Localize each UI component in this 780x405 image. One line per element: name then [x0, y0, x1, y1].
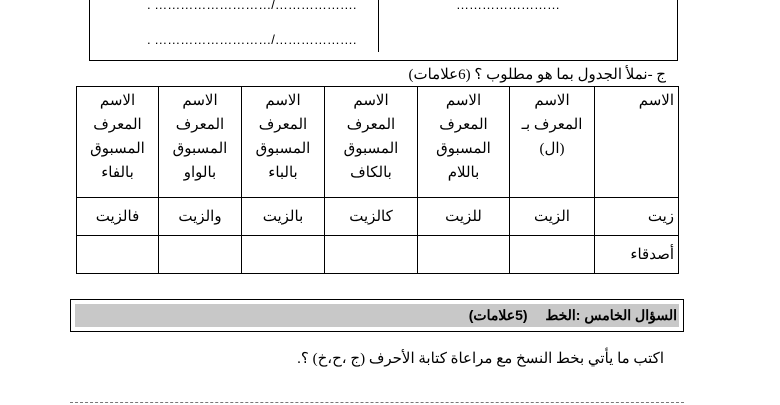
dotted-answer-line: …………………… — [456, 0, 560, 12]
header-line: بالكاف — [350, 165, 392, 181]
header-line: الاسم — [445, 93, 482, 109]
question-five-marks: (5علامات) — [468, 307, 528, 323]
answer-cell[interactable] — [77, 236, 159, 274]
header-line: المعرف — [258, 117, 308, 133]
header-line: باللام — [447, 165, 480, 181]
header-cell — [595, 87, 679, 198]
header-line: المعرف — [93, 117, 142, 133]
header-line: المسبوق — [90, 141, 145, 157]
header-line: بالفاء — [101, 165, 134, 181]
header-line: بالباء — [268, 165, 298, 181]
table-cell: للزيت — [418, 198, 510, 236]
header-line: (ال) — [539, 141, 565, 157]
handwriting-task: اكتب ما يأتي بخط النسخ مع مراعاة كتابة الأحرف (ج ،ح،خ) ؟. — [297, 351, 664, 367]
table-cell: أصدقاء — [595, 236, 679, 274]
header-line: الاسم — [534, 93, 570, 109]
header-line: المسبوق — [255, 141, 311, 157]
header-cell — [418, 87, 510, 198]
answer-box-divider — [378, 0, 379, 52]
header-line: المسبوق — [343, 141, 399, 157]
header-cell — [510, 87, 595, 198]
question-five-header — [70, 299, 684, 332]
header-line: الاسم — [353, 93, 389, 109]
header-cell — [242, 87, 325, 198]
table-instruction: ج -نملأ الجدول بما هو مطلوب ؟ (6علامات) — [408, 67, 666, 83]
table-cell: فالزيت — [77, 198, 159, 236]
table-header-row — [77, 87, 679, 198]
header-cell — [159, 87, 242, 198]
header-line: المسبوق — [172, 141, 228, 157]
header-line: المعرف — [175, 117, 225, 133]
header-cell — [77, 87, 159, 198]
header-line: المعرف — [439, 117, 488, 133]
definite-noun-table — [76, 86, 679, 274]
header-line: الاسم — [638, 93, 674, 109]
table-cell: والزيت — [159, 198, 242, 236]
question-five-title: السؤال الخامس :الخط — [545, 307, 677, 323]
answer-cell[interactable] — [418, 236, 510, 274]
answer-cell[interactable] — [159, 236, 242, 274]
header-line: المعرف بـ — [521, 117, 583, 133]
question-five-bar — [75, 304, 679, 327]
header-line: بالواو — [183, 165, 217, 181]
header-line: المعرف — [346, 117, 396, 133]
table-cell: الزيت — [510, 198, 595, 236]
table-row — [77, 198, 679, 236]
header-line: الاسم — [182, 93, 218, 109]
writing-line — [70, 402, 684, 403]
header-cell — [325, 87, 418, 198]
answer-cell[interactable] — [510, 236, 595, 274]
header-line: الاسم — [265, 93, 301, 109]
header-line: المسبوق — [436, 141, 491, 157]
answer-cell[interactable] — [325, 236, 418, 274]
table-cell: بالزيت — [242, 198, 325, 236]
table-cell: كالزيت — [325, 198, 418, 236]
answer-cell[interactable] — [242, 236, 325, 274]
dotted-answer-line: . ………………………/………………. — [147, 32, 357, 47]
table-cell: زيت — [595, 198, 679, 236]
header-line: الاسم — [99, 93, 136, 109]
dotted-answer-line: . ………………………/………………. — [147, 0, 357, 12]
table-row — [77, 236, 679, 274]
